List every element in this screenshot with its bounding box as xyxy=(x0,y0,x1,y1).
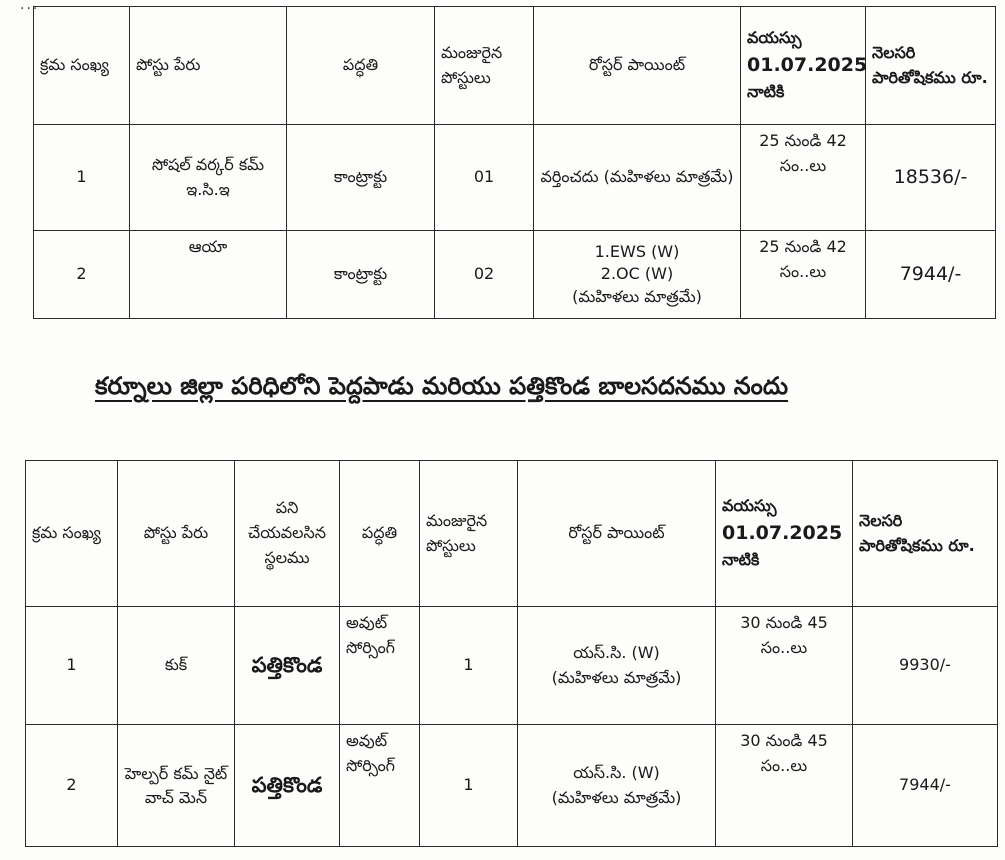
header-age xyxy=(716,461,853,607)
row-roster: వర్తించదు (మహిళలు మాత్రమే) xyxy=(534,125,741,231)
row-sanctioned: 01 xyxy=(435,125,534,231)
row-sno: 2 xyxy=(34,231,130,319)
row-salary: 7944/- xyxy=(853,725,998,847)
row-salary: 18536/- xyxy=(866,125,996,231)
header-post: పోస్టు పేరు xyxy=(130,7,287,125)
row-age-unit: సం..లు xyxy=(779,155,827,175)
header-age-line3: నాటికి xyxy=(722,550,760,570)
table-row xyxy=(34,231,996,319)
row-age-range: 25 నుండి 42 xyxy=(759,131,847,150)
row-roster-line2: (మహిళలు మాత్రమే) xyxy=(551,667,682,687)
table-header-row xyxy=(34,7,996,125)
row-roster-line2: 2.OC (W) xyxy=(600,264,674,284)
header-sno: క్రమ సంఖ్య xyxy=(26,461,118,607)
row-roster xyxy=(518,725,716,847)
header-age xyxy=(741,7,866,125)
row-sno: 2 xyxy=(26,725,118,847)
row-post: సోషల్ వర్కర్ కమ్ ఇ.సి.ఇ xyxy=(130,125,287,231)
row-age-range: 30 నుండి 45 xyxy=(740,731,828,750)
posts-table-1 xyxy=(33,6,996,319)
row-roster-line2: (మహిళలు మాత్రమే) xyxy=(551,787,682,807)
header-sno: క్రమ సంఖ్య xyxy=(34,7,130,125)
row-roster-line1: యస్.సి. (W) xyxy=(573,642,660,662)
row-roster-line3: (మహిళలు మాత్రమే) xyxy=(572,286,702,306)
row-roster xyxy=(534,231,741,319)
cropped-text-strip: ... xyxy=(20,0,40,13)
header-salary: నెలసరి పారితోషికము రూ. xyxy=(853,461,998,607)
table-row xyxy=(26,607,998,725)
row-salary: 7944/- xyxy=(866,231,996,319)
row-method: కాంట్రాక్టు xyxy=(287,125,435,231)
header-age-date: 01.07.2025 xyxy=(722,521,843,544)
row-age xyxy=(716,725,853,847)
row-method: అవుట్ సోర్సింగ్ xyxy=(340,607,420,725)
row-sanctioned: 1 xyxy=(420,607,518,725)
row-age-unit: సం..లు xyxy=(760,755,808,775)
header-place: పని చేయవలసిన స్థలము xyxy=(235,461,340,607)
row-method: అవుట్ సోర్సింగ్ xyxy=(340,725,420,847)
row-roster xyxy=(518,607,716,725)
header-age-date: 01.07.2025 xyxy=(747,53,868,76)
header-age-line1: వయస్సు xyxy=(722,495,777,515)
header-roster: రోస్టర్ పాయింట్ xyxy=(534,7,741,125)
table-row xyxy=(34,125,996,231)
row-post: ఆయా xyxy=(130,231,287,319)
row-age-range: 25 నుండి 42 xyxy=(759,237,847,256)
header-age-line1: వయస్సు xyxy=(747,27,802,47)
header-method: పద్ధతి xyxy=(287,7,435,125)
row-age-range: 30 నుండి 45 xyxy=(740,613,828,632)
table-header-row xyxy=(26,461,998,607)
row-roster-line1: 1.EWS (W) xyxy=(594,241,680,261)
row-sno: 1 xyxy=(26,607,118,725)
header-sanctioned: మంజురైన పోస్టులు xyxy=(420,461,518,607)
row-post: కుక్ xyxy=(118,607,235,725)
row-salary: 9930/- xyxy=(853,607,998,725)
row-method: కాంట్రాక్టు xyxy=(287,231,435,319)
row-age xyxy=(741,231,866,319)
header-roster: రోస్టర్ పాయింట్ xyxy=(518,461,716,607)
header-salary: నెలసరి పారితోషికము రూ. xyxy=(866,7,996,125)
section-heading: కర్నూలు జిల్లా పరిధిలోని పెద్దపాడు మరియు పత్తికొండ బాలసదనము నందు xyxy=(95,372,789,400)
row-age-unit: సం..లు xyxy=(779,261,827,281)
header-post: పోస్టు పేరు xyxy=(118,461,235,607)
row-age-unit: సం..లు xyxy=(760,637,808,657)
row-roster-line1: యస్.సి. (W) xyxy=(573,762,660,782)
header-sanctioned: మంజురైన పోస్టులు xyxy=(435,7,534,125)
row-sanctioned: 1 xyxy=(420,725,518,847)
row-post: హెల్పర్ కమ్ నైట్ వాచ్ మెన్ xyxy=(118,725,235,847)
row-place: పత్తికొండ xyxy=(235,607,340,725)
row-age xyxy=(716,607,853,725)
header-age-line3: నాటికి xyxy=(747,82,785,102)
row-age xyxy=(741,125,866,231)
row-sno: 1 xyxy=(34,125,130,231)
row-place: పత్తికొండ xyxy=(235,725,340,847)
table-row xyxy=(26,725,998,847)
posts-table-2 xyxy=(25,460,998,847)
row-sanctioned: 02 xyxy=(435,231,534,319)
header-method: పద్ధతి xyxy=(340,461,420,607)
